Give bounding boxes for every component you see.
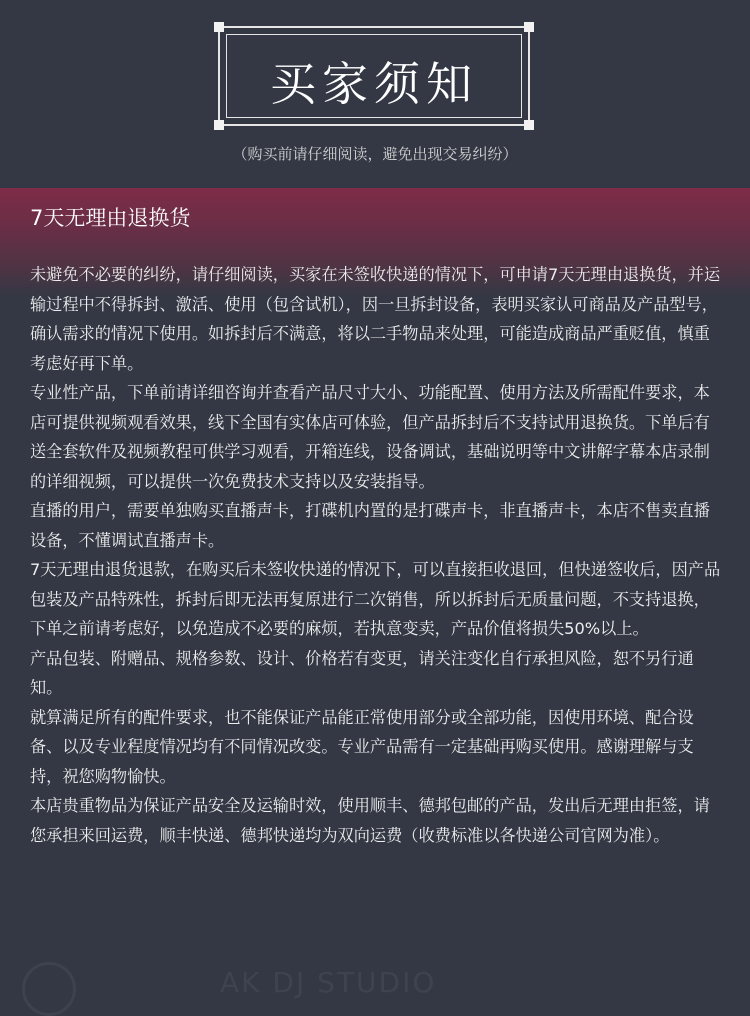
paragraph-return-policy: 未避免不必要的纠纷，请仔细阅读，买家在未签收快递的情况下，可申请7天无理由退换货，并运输过程中不得拆封、激活、使用（包含试机），因一旦拆封设备，表明买家认可商品及产品型号，确认需求的情况下使用。如拆封后不满意，将以二手物品来处理，可能造成商品严重贬值，慎重考虑好再下单。: [30, 265, 721, 373]
watermark-text: AK DJ STUDIO: [220, 966, 437, 999]
paragraph-compatibility: 就算满足所有的配件要求，也不能保证产品能正常使用部分或全部功能，因使用环境、配合设备、以及专业程度情况均有不同情况改变。专业产品需有一定基础再购买使用。感谢理解与支持，祝您购物愉快。: [30, 707, 694, 786]
notice-body: [30, 260, 722, 850]
page-title: 买家须知: [270, 57, 478, 111]
watermark-logo-icon: [22, 962, 76, 1016]
frame-corner-icon: [524, 22, 534, 32]
page-subtitle: （购买前请仔细阅读，避免出现交易纠纷）: [232, 145, 518, 163]
paragraph-refund: 7天无理由退货退款，在购买后未签收快递的情况下，可以直接拒收退回，但快递签收后，因产品包装及产品特殊性，拆封后即无法再复原进行二次销售，所以拆封后无质量问题，不支持退换，下单之前请考虑好，以免造成不必要的麻烦，若执意变卖，产品价值将损失50%以上。: [30, 560, 721, 638]
paragraph-live-stream: 直播的用户，需要单独购买直播声卡，打碟机内置的是打碟声卡，非直播声卡，本店不售卖直播设备，不懂调试直播声卡。: [30, 501, 710, 550]
frame-corner-icon: [214, 120, 224, 130]
title-frame: [218, 26, 530, 126]
paragraph-professional-products: 专业性产品，下单前请详细咨询并查看产品尺寸大小、功能配置、使用方法及所需配件要求，本店可提供视频观看效果，线下全国有实体店可体验，但产品拆封后不支持试用退换货。下单后有送全套软件及视频教程可供学习观看，开箱连线，设备调试，基础说明等中文讲解字幕本店录制的详细视频，可以提供一次免费技术支持以及安装指导。: [30, 383, 710, 491]
frame-corner-icon: [524, 120, 534, 130]
section-title: 7天无理由退换货: [30, 206, 191, 230]
paragraph-changes: 产品包装、附赠品、规格参数、设计、价格若有变更，请关注变化自行承担风险，恕不另行通知。: [30, 648, 694, 697]
paragraph-shipping: 本店贵重物品为保证产品安全及运输时效，使用顺丰、德邦包邮的产品，发出后无理由拒签，请您承担来回运费，顺丰快递、德邦快递均为双向运费（收费标准以各快递公司官网为准）。: [30, 796, 710, 845]
frame-corner-icon: [214, 22, 224, 32]
